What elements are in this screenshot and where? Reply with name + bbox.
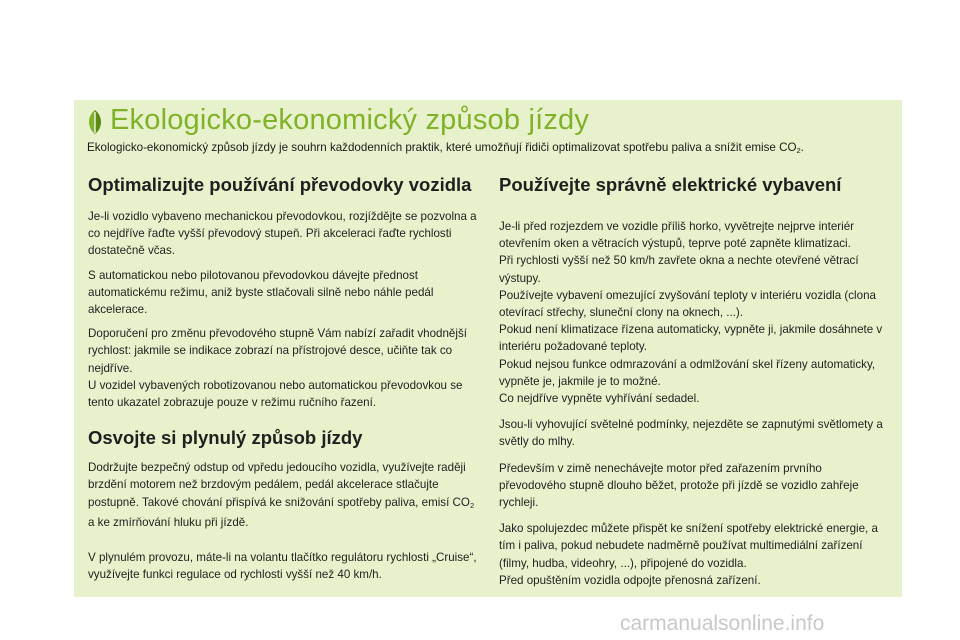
paragraph-disconnect-devices: Před opuštěním vozidla odpojte přenosná zařízení. bbox=[499, 573, 761, 587]
leaf-icon bbox=[84, 109, 106, 135]
paragraph-robotized-gearbox: U vozidel vybavených robotizovanou nebo automatickou převodovkou se tento ukazatel zobrazuje pouze v režimu ručního řazení. bbox=[88, 378, 463, 410]
section-title-smooth-driving: Osvojte si plynulý způsob jízdy bbox=[88, 427, 363, 449]
paragraph-safe-distance: Dodržujte bezpečný odstup od vpředu jedoucího vozidla, využívejte raději brzdění motorem než brzdovým pedálem, pedál akcelerace stlačujte postupně. Takové chování přispívá ke snižování spotřeby paliva, emisí $CO_2$ a ke zmírňování hluku při jízdě. bbox=[88, 461, 475, 529]
watermark: carmanualsonline.info bbox=[620, 612, 825, 635]
left-column bbox=[88, 174, 480, 583]
paragraph-windows-closed: Při rychlosti vyšší než 50 km/h zavřete okna a nechte otevřené větrací výstupy. bbox=[499, 254, 859, 285]
paragraph-cruise-control: V plynulém provozu, máte-li na volantu tlačítko regulátoru rychlosti „Cruise“, využívejte funkci regulace od rychlosti vyšší než 40 km/h. bbox=[88, 551, 477, 582]
paragraph-engine-idling: Především v zimě nenechávejte motor před zařazením prvního převodového stupně dlouho běžet, protože při jízdě se vozidlo zahřeje rychleji. bbox=[499, 461, 859, 510]
section-title-electrical-equipment: Používejte správně elektrické vybavení bbox=[499, 174, 842, 195]
paragraph-interior-temperature: Používejte vybavení omezující zvyšování teploty v interiéru vozidla (clona otevírací střechy, sluneční clony na oknech, ...). bbox=[499, 288, 876, 320]
paragraph-headlights: Jsou-li vyhovující světelné podmínky, nejezděte se zapnutými světlomety a světly do mlhy. bbox=[499, 418, 883, 449]
paragraph-defrosting: Pokud nejsou funkce odmrazování a odmlžování skel řízeny automaticky, vypněte je, jakmile je to možné. bbox=[499, 357, 876, 388]
right-column bbox=[499, 174, 891, 589]
paragraph-passenger-devices: Jako spolujezdec můžete přispět ke snížení spotřeby elektrické energie, a tím i paliva, pokud nebudete nadměrně používat multimediální zařízení (filmy, hudba, videohry, ...), připojené do vozidla. bbox=[499, 522, 878, 570]
paragraph-automatic-gearbox: S automatickou nebo pilotovanou převodovkou dávejte přednost automatickému režimu, aniž byste stlačovali silně nebo náhle pedál akcelerace. bbox=[88, 268, 434, 317]
paragraph-air-conditioning: Pokud není klimatizace řízena automaticky, vypněte ji, jakmile dosáhnete v interiéru požadované teploty. bbox=[499, 323, 883, 354]
paragraph-seat-heating: Co nejdříve vypněte vyhřívání sedadel. bbox=[499, 392, 700, 406]
section-title-gearbox: Optimalizujte používání převodovky vozidla bbox=[88, 174, 472, 195]
intro-text: Ekologicko-ekonomický způsob jízdy je souhrn každodenních praktik, které umožňují řidiči optimalizovat spotřebu paliva a snížit emise $CO_2$. bbox=[87, 141, 804, 155]
paragraph-gear-shift-indicator: Doporučení pro změnu převodového stupně Vám nabízí zařadit vhodnější rychlost: jakmile se indikace zobrazí na přístrojové desce, učiňte tak co nejdříve. bbox=[88, 327, 467, 375]
page-title: Ekologicko-ekonomický způsob jízdy bbox=[110, 104, 590, 136]
paragraph-manual-gearbox: Je-li vozidlo vybaveno mechanickou převodovkou, rozjíždějte se pozvolna a co nejdříve řaďte vyšší převodový stupeň. Při akceleraci řaďte rychlosti dostatečně včas. bbox=[88, 210, 477, 258]
paragraph-ventilation: Je-li před rozjezdem ve vozidle příliš horko, vyvětrejte nejprve interiér otevřením oken a větracích výstupů, teprve poté zapněte klimatizaci. bbox=[499, 220, 855, 251]
